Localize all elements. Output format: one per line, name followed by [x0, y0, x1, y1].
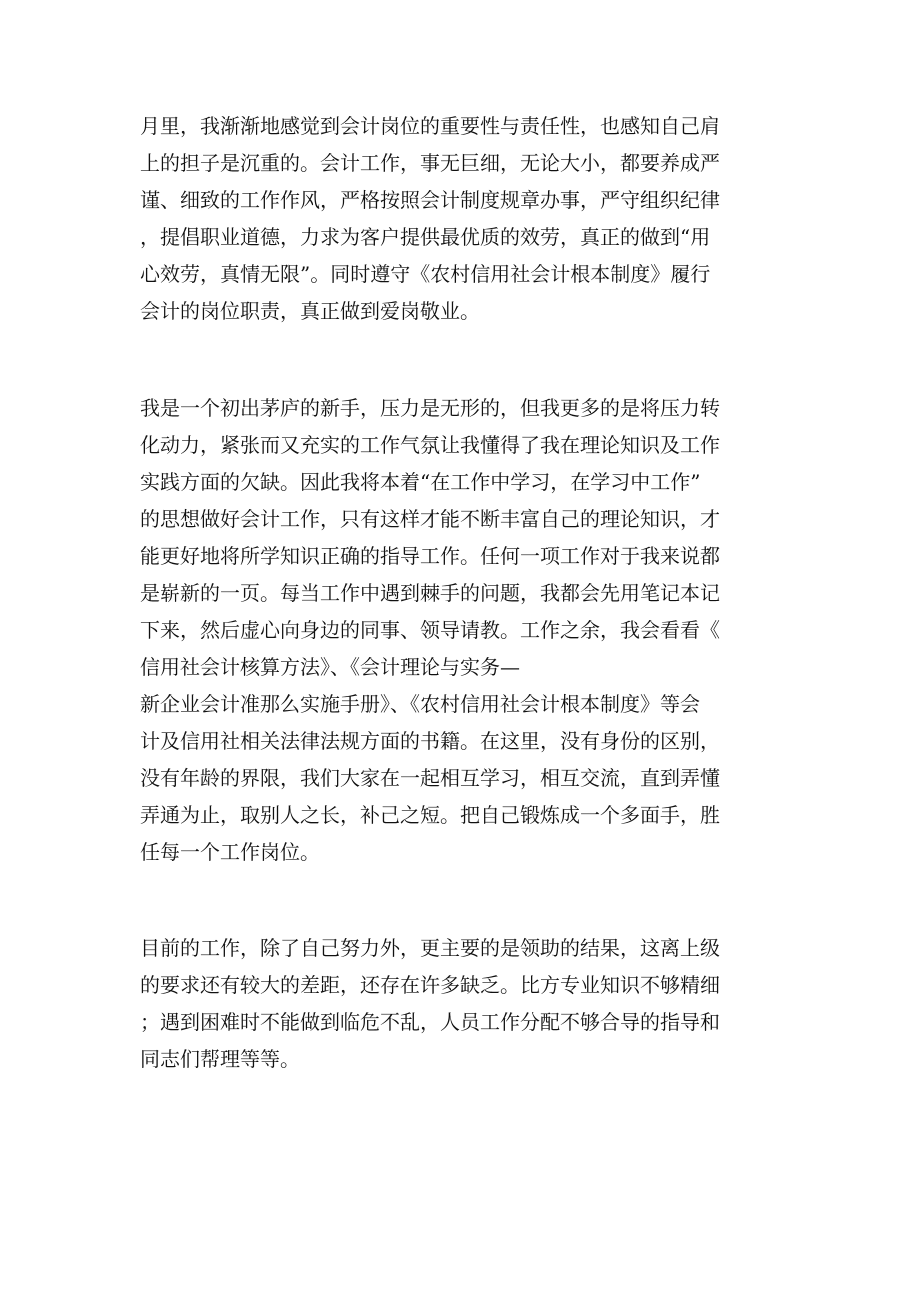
text-line: 上的担子是沉重的。会计工作，事无巨细，无论大小，都要养成严 — [140, 151, 720, 175]
text-line: ，提倡职业道德，力求为客户提供最优质的效劳，真正的做到“用 — [140, 225, 711, 249]
text-line: 能更好地将所学知识正确的指导工作。任何一项工作对于我来说都 — [140, 544, 720, 568]
text-line: 月里，我渐渐地感觉到会计岗位的重要性与责任性，也感知自己肩 — [140, 114, 720, 138]
text-line: 是崭新的一页。每当工作中遇到棘手的问题，我都会先用笔记本记 — [140, 581, 720, 605]
text-line: 没有年龄的界限，我们大家在一起相互学习，相互交流，直到弄懂 — [140, 766, 720, 790]
text-line: 实践方面的欠缺。因此我将本着“在工作中学习，在学习中工作” — [140, 470, 701, 494]
text-line: 心效劳，真情无限”。同时遵守《农村信用社会计根本制度》履行 — [140, 262, 711, 286]
text-line: 的思想做好会计工作，只有这样才能不断丰富自己的理论知识，才 — [140, 507, 720, 531]
text-line: 下来，然后虚心向身边的同事、领导请教。工作之余，我会看看《 — [140, 618, 720, 642]
text-line: 新企业会计准那么实施手册》、《农村信用社会计根本制度》等会 — [140, 692, 700, 716]
text-line: 谨、细致的工作作风，严格按照会计制度规章办事，严守组织纪律 — [140, 188, 720, 212]
text-line: ；遇到困难时不能做到临危不乱，人员工作分配不够合导的指导和 — [140, 1010, 720, 1034]
text-line: 任每一个工作岗位。 — [140, 840, 320, 864]
text-line: 我是一个初出茅庐的新手，压力是无形的，但我更多的是将压力转 — [140, 396, 720, 420]
text-line: 弄通为止，取别人之长，补己之短。把自己锻炼成一个多面手，胜 — [140, 803, 720, 827]
text-line: 会计的岗位职责，真正做到爱岗敬业。 — [140, 299, 480, 323]
text-line: 目前的工作，除了自己努力外，更主要的是领助的结果，这离上级 — [140, 936, 720, 960]
text-line: 化动力，紧张而又充实的工作气氛让我懂得了我在理论知识及工作 — [140, 433, 720, 457]
text-line: 信用社会计核算方法》、《会计理论与实务— — [140, 655, 520, 679]
text-line: 同志们帮理等等。 — [140, 1047, 300, 1071]
text-line: 计及信用社相关法律法规方面的书籍。在这里，没有身份的区别， — [140, 729, 720, 753]
text-line: 的要求还有较大的差距，还存在许多缺乏。比方专业知识不够精细 — [140, 973, 720, 997]
